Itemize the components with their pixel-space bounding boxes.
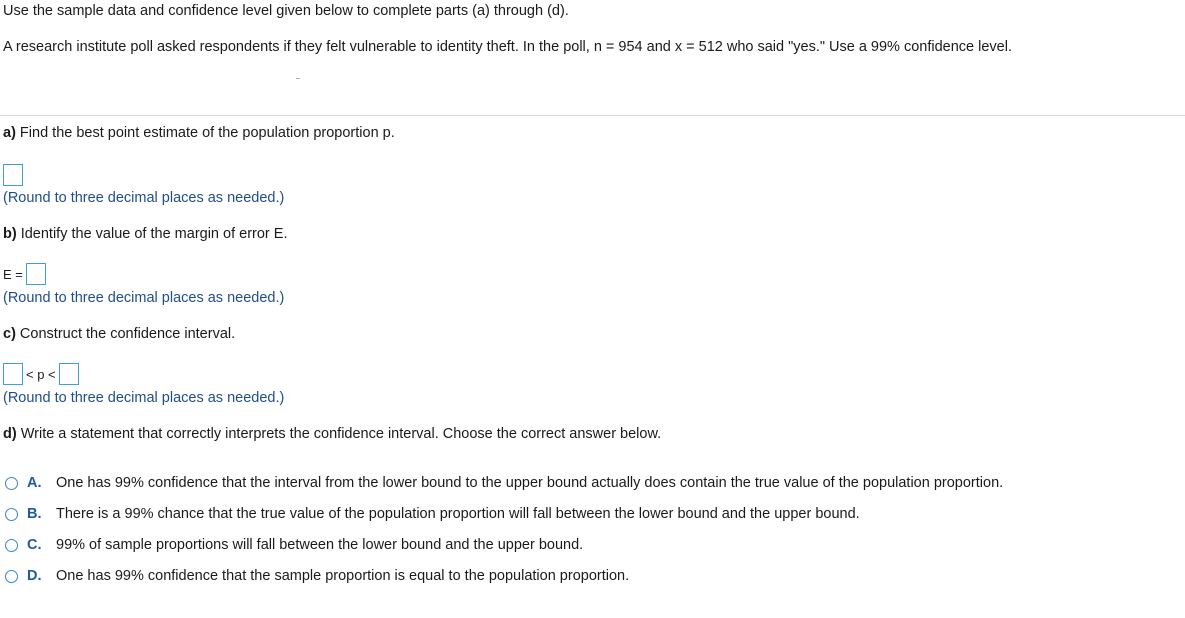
radio-icon[interactable] bbox=[5, 477, 18, 490]
confidence-interval-row bbox=[3, 363, 79, 385]
round-hint-a: (Round to three decimal places as needed.) bbox=[3, 190, 285, 206]
choice-a-letter: A. bbox=[27, 475, 42, 491]
part-c-question bbox=[3, 326, 235, 342]
choice-d-text: One has 99% confidence that the sample proportion is equal to the population proportion. bbox=[56, 568, 630, 584]
choice-a[interactable] bbox=[3, 475, 1003, 491]
section-divider bbox=[0, 115, 1185, 116]
part-b-question bbox=[3, 226, 288, 242]
choice-c-letter: C. bbox=[27, 537, 42, 553]
choice-b-text: There is a 99% chance that the true value of the population proportion will fall between the lower bound and the upper bound. bbox=[56, 506, 860, 522]
part-d-text: Write a statement that correctly interprets the confidence interval. Choose the correct answer below. bbox=[16, 426, 662, 442]
round-hint-c: (Round to three decimal places as needed.) bbox=[3, 390, 285, 406]
part-c-text: Construct the confidence interval. bbox=[15, 326, 236, 342]
divider-mark bbox=[296, 78, 300, 79]
choice-b-letter: B. bbox=[27, 506, 42, 522]
part-a-text: Find the best point estimate of the population proportion p. bbox=[15, 125, 395, 141]
choice-d[interactable] bbox=[3, 568, 629, 584]
lower-bound-input[interactable] bbox=[3, 363, 23, 385]
interval-symbol: < p < bbox=[26, 366, 56, 382]
round-hint-b: (Round to three decimal places as needed.) bbox=[3, 290, 285, 306]
part-b-text: Identify the value of the margin of error E. bbox=[16, 226, 288, 242]
margin-of-error-input[interactable] bbox=[26, 263, 46, 285]
choice-a-text: One has 99% confidence that the interval from the lower bound to the upper bound actually does contain the true value of the population proportion. bbox=[56, 475, 1004, 491]
upper-bound-input[interactable] bbox=[59, 363, 79, 385]
problem-statement: A research institute poll asked respondents if they felt vulnerable to identity theft. In the poll, n = 954 and x = 512 who said "yes." Use a 99% confidence level. bbox=[3, 39, 1012, 55]
point-estimate-input[interactable] bbox=[3, 164, 23, 186]
part-d-label: d) bbox=[3, 426, 17, 442]
choice-c[interactable] bbox=[3, 537, 583, 553]
part-a-question bbox=[3, 125, 395, 141]
choice-c-text: 99% of sample proportions will fall between the lower bound and the upper bound. bbox=[56, 537, 584, 553]
radio-icon[interactable] bbox=[5, 539, 18, 552]
radio-icon[interactable] bbox=[5, 570, 18, 583]
margin-of-error-row bbox=[3, 263, 46, 285]
choice-b[interactable] bbox=[3, 506, 860, 522]
part-c-label: c) bbox=[3, 326, 16, 342]
instructions-text: Use the sample data and confidence level given below to complete parts (a) through (d). bbox=[3, 3, 569, 19]
part-d-question bbox=[3, 426, 661, 442]
part-b-label: b) bbox=[3, 226, 17, 242]
radio-icon[interactable] bbox=[5, 508, 18, 521]
part-a-label: a) bbox=[3, 125, 16, 141]
choice-d-letter: D. bbox=[27, 568, 42, 584]
margin-of-error-prefix: E = bbox=[3, 266, 23, 282]
